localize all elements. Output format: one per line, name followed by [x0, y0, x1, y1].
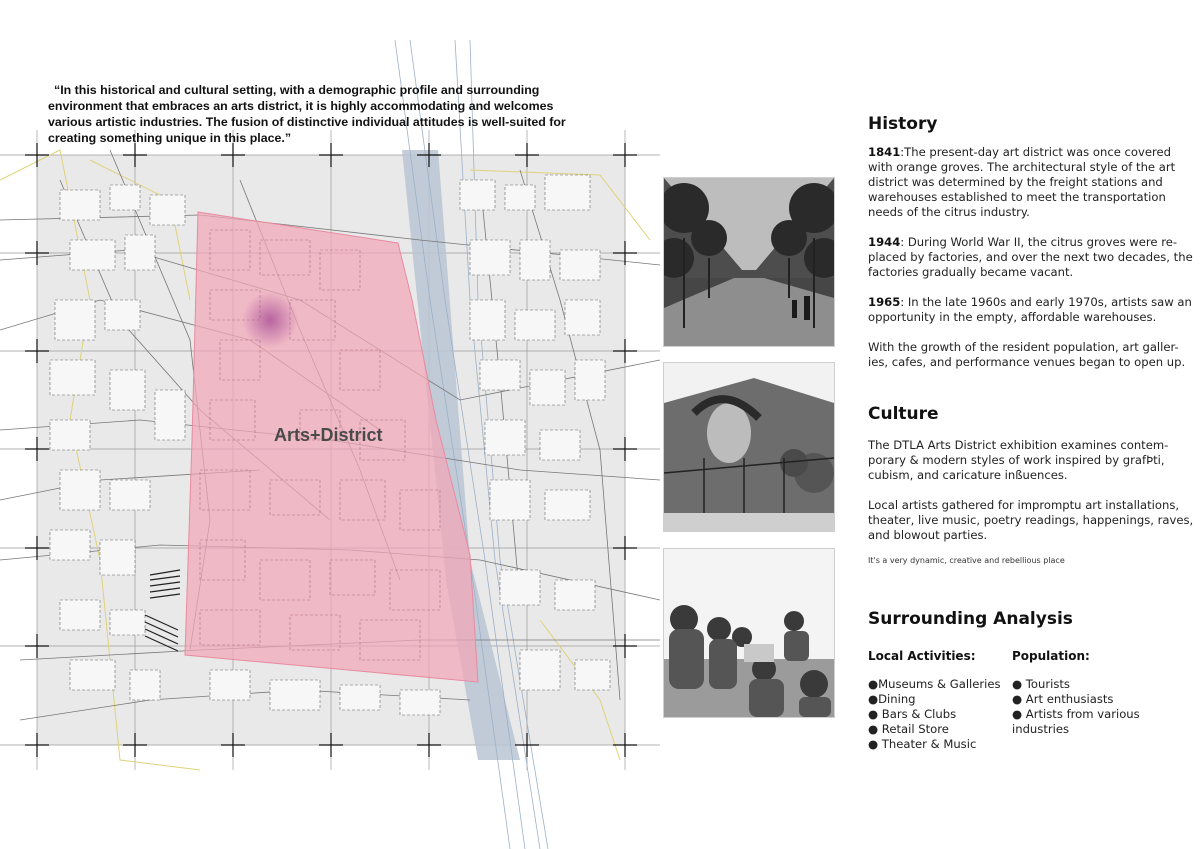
surrounding-section — [868, 609, 1198, 769]
list-item: ● Artists from various industries — [1012, 707, 1140, 736]
orange-grove-photo — [663, 177, 835, 347]
culture-title: Culture — [868, 404, 939, 424]
list-item: ● Tourists — [1012, 677, 1070, 691]
history-title: History — [868, 114, 938, 134]
population-list — [1012, 677, 1198, 737]
culture-paragraph-2: Local artists gathered for impromptu art installations, theater, live music, poetry readings, happenings, raves, and blowout parties. — [868, 498, 1194, 542]
intro-quote: “In this historical and cultural setting, with a demographic profile and surrounding environment that embraces an arts district, it is highly accommodating and welcomes various artistic industries. The fusion of distinctive individual attitudes is well-suited for creating something unique in this place.” — [48, 83, 566, 146]
history-1944-text: : During World War II, the citrus groves were re-placed by factories, and over the next two decades, the factories gradually became vacant. — [868, 235, 1193, 279]
surrounding-title: Surrounding Analysis — [868, 609, 1073, 629]
culture-section — [868, 404, 1198, 573]
history-section — [868, 114, 1198, 370]
culture-paragraph-1: The DTLA Arts District exhibition examines contem-porary & modern styles of work inspired by grafÞti, cubism, and caricature inßuences. — [868, 438, 1169, 482]
arts-district-label: Arts+District — [274, 425, 383, 445]
list-item: ● Bars & Clubs — [868, 707, 957, 721]
list-item: ●Dining — [868, 692, 916, 706]
year-1965: 1965 — [868, 295, 901, 309]
history-growth: With the growth of the resident population, art galler-ies, cafes, and performance venues began to open up. — [868, 340, 1186, 369]
history-1841 — [868, 145, 1198, 220]
activities-list — [868, 677, 1001, 752]
activity-hotspot — [242, 292, 298, 348]
list-item: ● Art enthusiasts — [1012, 692, 1114, 706]
year-1944: 1944 — [868, 235, 901, 249]
history-1944 — [868, 235, 1198, 280]
surrounding-columns — [868, 649, 1198, 769]
mural-building-photo — [663, 362, 835, 532]
history-1841-text: :The present-day art district was once covered with orange groves. The architectural style of the art district was determined by the freight stations and warehouses established to meet the transportation needs of the citrus industry. — [868, 145, 1176, 219]
audience-performance-photo — [663, 548, 835, 718]
history-1965-text: : In the late 1960s and early 1970s, artists saw an opportunity in the empty, affordable warehouses. — [868, 295, 1192, 324]
list-item: ● Retail Store — [868, 722, 949, 736]
population-title: Population: — [1012, 649, 1090, 663]
year-1841: 1841 — [868, 145, 901, 159]
culture-note: It's a very dynamic, creative and rebellious place — [868, 556, 1065, 565]
history-1965 — [868, 295, 1198, 325]
list-item: ●Museums & Galleries — [868, 677, 1001, 691]
activities-title: Local Activities: — [868, 649, 976, 663]
list-item: ● Theater & Music — [868, 737, 977, 751]
